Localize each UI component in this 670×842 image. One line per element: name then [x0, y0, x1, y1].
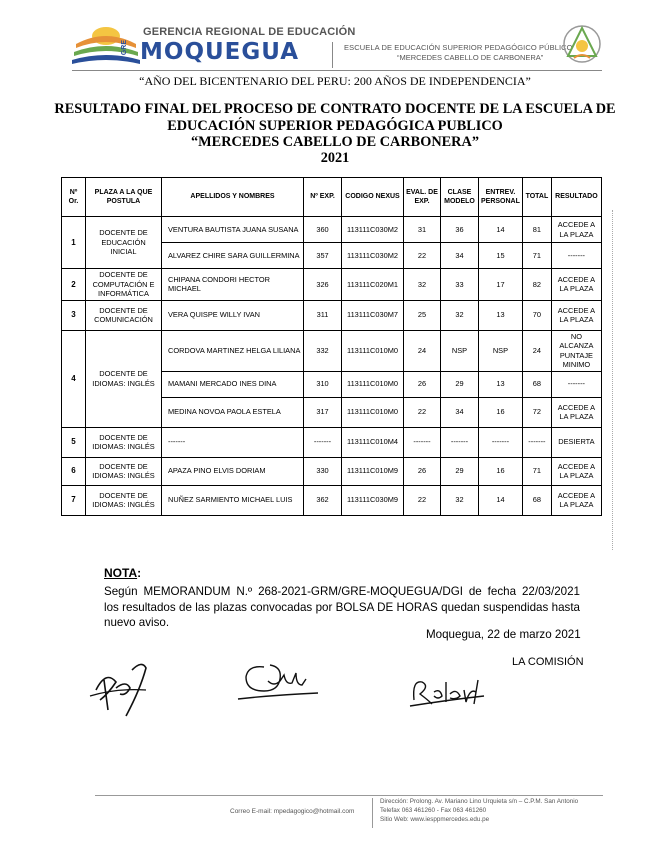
- eval-cell: 31: [404, 217, 441, 243]
- eval-cell: 26: [404, 457, 441, 485]
- footer-web: Sitio Web: www.iesppmercedes.edu.pe: [380, 816, 490, 823]
- code-cell: 113111C030M2: [342, 217, 404, 243]
- col-header-total: TOTAL: [522, 178, 551, 217]
- entrev-cell: 16: [479, 457, 523, 485]
- clase-cell: 29: [441, 371, 479, 397]
- signature-2-icon: [234, 655, 324, 705]
- result-cell: NO ALCANZA PUNTAJE MINIMO: [551, 330, 601, 371]
- note-label-colon: :: [137, 566, 142, 580]
- signature-1-icon: [86, 660, 156, 720]
- clase-cell: 32: [441, 300, 479, 330]
- eval-cell: 22: [404, 243, 441, 269]
- clase-cell: 32: [441, 485, 479, 515]
- col-header-entrev: ENTREV. PERSONAL: [479, 178, 523, 217]
- group-number-cell: 6: [62, 457, 86, 485]
- code-cell: 113111C030M2: [342, 243, 404, 269]
- clase-cell: 34: [441, 243, 479, 269]
- eval-cell: 22: [404, 397, 441, 427]
- result-cell: ACCEDE A LA PLAZA: [551, 485, 601, 515]
- plaza-cell: DOCENTE DE IDIOMAS: INGLÉS: [86, 485, 162, 515]
- table-row: [62, 269, 602, 301]
- eval-cell: 25: [404, 300, 441, 330]
- clase-cell: 33: [441, 269, 479, 301]
- result-cell: ACCEDE A LA PLAZA: [551, 217, 601, 243]
- name-cell: MAMANI MERCADO INES DINA: [162, 371, 304, 397]
- plaza-cell: DOCENTE DE EDUCACIÓN INICIAL: [86, 217, 162, 269]
- school-name-line1: ESCUELA DE EDUCACIÓN SUPERIOR PEDAGÓGICO PÚBLICO: [344, 43, 573, 52]
- group-number-cell: 3: [62, 300, 86, 330]
- exp-cell: 330: [304, 457, 342, 485]
- exp-cell: 360: [304, 217, 342, 243]
- name-cell: NUÑEZ SARMIENTO MICHAEL LUIS: [162, 485, 304, 515]
- results-table: [61, 177, 602, 516]
- plaza-cell: DOCENTE DE IDIOMAS: INGLÉS: [86, 457, 162, 485]
- table-row: [62, 330, 602, 371]
- total-cell: 70: [522, 300, 551, 330]
- title-year: 2021: [320, 150, 350, 166]
- school-crest-icon: [562, 22, 602, 66]
- result-cell: ACCEDE A LA PLAZA: [551, 397, 601, 427]
- total-cell: 68: [522, 371, 551, 397]
- footer-email: Correo E-mail: mpedagogico@hotmail.com: [230, 808, 355, 815]
- title-line1: RESULTADO FINAL DEL PROCESO DE CONTRATO DOCENTE DE LA ESCUELA DE: [54, 101, 616, 117]
- entrev-cell: 14: [479, 217, 523, 243]
- commission-label: LA COMISIÓN: [512, 656, 584, 668]
- entrev-cell: 16: [479, 397, 523, 427]
- code-cell: 113111C030M9: [342, 485, 404, 515]
- code-cell: 113111C010M9: [342, 457, 404, 485]
- total-cell: 68: [522, 485, 551, 515]
- col-header-name: APELLIDOS Y NOMBRES: [162, 178, 304, 217]
- table-row: [62, 217, 602, 243]
- total-cell: 72: [522, 397, 551, 427]
- group-number-cell: 1: [62, 217, 86, 269]
- entrev-cell: 14: [479, 485, 523, 515]
- clase-cell: 36: [441, 217, 479, 243]
- year-motto: “AÑO DEL BICENTENARIO DEL PERU: 200 AÑOS DE INDEPENDENCIA”: [139, 74, 531, 88]
- total-cell: 71: [522, 457, 551, 485]
- footer-phone: Telefax 063 461260 - Fax 063 461260: [380, 807, 487, 814]
- total-cell: 71: [522, 243, 551, 269]
- code-cell: 113111C010M0: [342, 397, 404, 427]
- entrev-cell: -------: [479, 427, 523, 457]
- logo-moquegua-text: MOQUEGUA: [140, 39, 300, 65]
- clase-cell: -------: [441, 427, 479, 457]
- total-cell: -------: [522, 427, 551, 457]
- col-header-number: Nº Or.: [62, 178, 86, 217]
- table-row: [62, 457, 602, 485]
- exp-cell: -------: [304, 427, 342, 457]
- result-cell: -------: [551, 243, 601, 269]
- eval-cell: -------: [404, 427, 441, 457]
- name-cell: APAZA PINO ELVIS DORIAM: [162, 457, 304, 485]
- entrev-cell: 13: [479, 371, 523, 397]
- total-cell: 24: [522, 330, 551, 371]
- table-row: [62, 427, 602, 457]
- exp-cell: 310: [304, 371, 342, 397]
- exp-cell: 357: [304, 243, 342, 269]
- name-cell: VENTURA BAUTISTA JUANA SUSANA: [162, 217, 304, 243]
- note-body: Según MEMORANDUM N.º 268-2021-GRM/GRE-MOQUEGUA/DGI de fecha 22/03/2021 los resultados de las plazas convocadas por BOLSA DE HORAS quedan suspendidas hasta nuevo aviso.: [104, 585, 580, 629]
- name-cell: -------: [162, 427, 304, 457]
- entrev-cell: 13: [479, 300, 523, 330]
- exp-cell: 326: [304, 269, 342, 301]
- name-cell: VERA QUISPE WILLY IVAN: [162, 300, 304, 330]
- plaza-cell: DOCENTE DE COMPUTACIÓN E INFORMÁTICA: [86, 269, 162, 301]
- col-header-plaza: PLAZA A LA QUE POSTULA: [86, 178, 162, 217]
- exp-cell: 332: [304, 330, 342, 371]
- signature-3-icon: [408, 670, 488, 714]
- logo-gre-text: GRE: [121, 40, 128, 56]
- plaza-cell: DOCENTE DE COMUNICACIÓN: [86, 300, 162, 330]
- footer-address: Dirección: Prolong. Av. Mariano Lino Urquieta s/n – C.P.M. San Antonio: [380, 798, 579, 805]
- title-line2: EDUCACIÓN SUPERIOR PEDAGÓGICA PUBLICO: [167, 118, 503, 134]
- clase-cell: 34: [441, 397, 479, 427]
- total-cell: 82: [522, 269, 551, 301]
- result-cell: DESIERTA: [551, 427, 601, 457]
- gre-moquegua-logo-icon: [72, 22, 140, 66]
- note-label-text: NOTA: [104, 566, 138, 580]
- group-number-cell: 7: [62, 485, 86, 515]
- eval-cell: 24: [404, 330, 441, 371]
- place-date: Moquegua, 22 de marzo 2021: [426, 628, 581, 641]
- col-header-code: CODIGO NEXUS: [342, 178, 404, 217]
- result-cell: ACCEDE A LA PLAZA: [551, 269, 601, 301]
- name-cell: MEDINA NOVOA PAOLA ESTELA: [162, 397, 304, 427]
- eval-cell: 26: [404, 371, 441, 397]
- name-cell: CORDOVA MARTINEZ HELGA LILIANA: [162, 330, 304, 371]
- eval-cell: 22: [404, 485, 441, 515]
- footer-rule: [95, 795, 603, 796]
- code-cell: 113111C030M7: [342, 300, 404, 330]
- entrev-cell: NSP: [479, 330, 523, 371]
- table-row: [62, 485, 602, 515]
- exp-cell: 311: [304, 300, 342, 330]
- code-cell: 113111C010M4: [342, 427, 404, 457]
- clase-cell: 29: [441, 457, 479, 485]
- school-name-line2: “MERCEDES CABELLO DE CARBONERA”: [397, 53, 544, 62]
- group-number-cell: 4: [62, 330, 86, 427]
- eval-cell: 32: [404, 269, 441, 301]
- name-cell: ALVAREZ CHIRE SARA GUILLERMINA: [162, 243, 304, 269]
- table-header-row: [62, 178, 602, 217]
- header-divider: [332, 42, 333, 68]
- plaza-cell: DOCENTE DE IDIOMAS: INGLÉS: [86, 427, 162, 457]
- name-cell: CHIPANA CONDORI HECTOR MICHAEL: [162, 269, 304, 301]
- result-cell: ACCEDE A LA PLAZA: [551, 457, 601, 485]
- total-cell: 81: [522, 217, 551, 243]
- entrev-cell: 15: [479, 243, 523, 269]
- col-header-clase: CLASE MODELO: [441, 178, 479, 217]
- code-cell: 113111C010M0: [342, 330, 404, 371]
- header-rule: [72, 70, 602, 71]
- col-header-result: RESULTADO: [551, 178, 601, 217]
- exp-cell: 362: [304, 485, 342, 515]
- code-cell: 113111C010M0: [342, 371, 404, 397]
- group-number-cell: 2: [62, 269, 86, 301]
- col-header-eval: EVAL. DE EXP.: [404, 178, 441, 217]
- plaza-cell: DOCENTE DE IDIOMAS: INGLÉS: [86, 330, 162, 427]
- footer-divider: [372, 798, 373, 828]
- group-number-cell: 5: [62, 427, 86, 457]
- entrev-cell: 17: [479, 269, 523, 301]
- title-line3: “MERCEDES CABELLO DE CARBONERA”: [191, 134, 479, 150]
- result-cell: -------: [551, 371, 601, 397]
- exp-cell: 317: [304, 397, 342, 427]
- note-label: [104, 566, 141, 580]
- clase-cell: NSP: [441, 330, 479, 371]
- gov-name: GERENCIA REGIONAL DE EDUCACIÓN: [143, 26, 356, 38]
- code-cell: 113111C020M1: [342, 269, 404, 301]
- result-cell: ACCEDE A LA PLAZA: [551, 300, 601, 330]
- margin-dotted-line: [612, 210, 613, 550]
- table-row: [62, 300, 602, 330]
- col-header-exp: Nº EXP.: [304, 178, 342, 217]
